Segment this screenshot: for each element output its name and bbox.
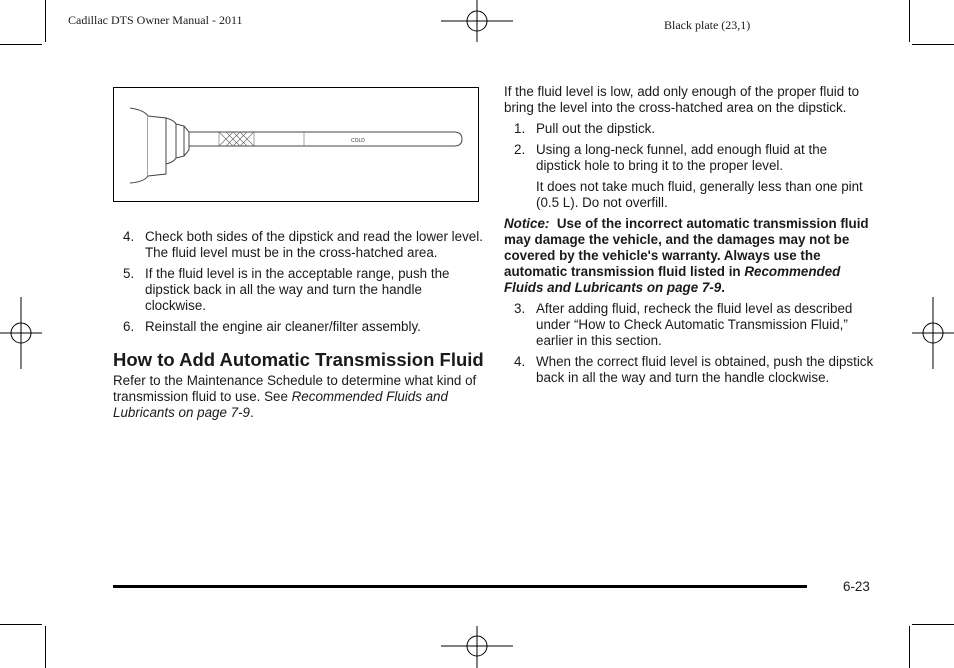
indent-note: It does not take much fluid, generally less than one pint (0.5 L). Do not overfill. (536, 179, 863, 210)
cross-reference-link: Recommended Fluids and Lubricants on page 7-9 (504, 264, 841, 295)
cross-reference-link: Recommended Fluids and Lubricants on page 7-9 (113, 389, 448, 420)
intro-paragraph: If the fluid level is low, add only enough of the proper fluid to bring the level into the cross-hatched area on the dipstick. (504, 84, 860, 115)
left-steps (113, 229, 485, 335)
right-column (504, 84, 874, 391)
registration-mark-right (910, 297, 954, 369)
registration-mark-left (0, 297, 44, 369)
dipstick-illustration (113, 87, 479, 202)
registration-mark-top (441, 0, 513, 44)
list-item: 6. Reinstall the engine air cleaner/filter assembly. (123, 319, 421, 334)
footer-rule (113, 585, 807, 588)
list-item: 2. Using a long-neck funnel, add enough fluid at the dipstick hole to bring it to the proper level. (514, 142, 828, 173)
list-item: 1. Pull out the dipstick. (514, 121, 656, 136)
intro-paragraph: Refer to the Maintenance Schedule to determine what kind of transmission fluid to use. See Recommended Fluids and Lubricants on page 7-9. (113, 373, 477, 420)
list-item: 4. When the correct fluid level is obtained, push the dipstick back in all the way and turn the handle clockwise. (514, 354, 874, 385)
right-steps-a (504, 121, 874, 174)
list-item: 4. Check both sides of the dipstick and read the lower level. The fluid level must be in the cross-hatched area. (123, 229, 483, 260)
list-item: 5. If the fluid level is in the acceptable range, push the dipstick back in all the way and turn the handle clockwise. (123, 266, 450, 313)
list-item: 3. After adding fluid, recheck the fluid level as described under “How to Check Automatic Transmission Fluid,” earlier in this section. (514, 301, 853, 348)
right-steps-b (504, 301, 874, 386)
header-title: Cadillac DTS Owner Manual - 2011 (68, 13, 243, 27)
left-column (113, 229, 485, 426)
notice-label: Notice: (504, 216, 550, 231)
registration-mark-bottom (441, 624, 513, 668)
section-heading: How to Add Automatic Transmission Fluid (113, 349, 484, 370)
notice-paragraph: Notice: Use of the incorrect automatic transmission fluid may damage the vehicle, and the damages may not be covered by the vehicle's warranty. Always use the automatic transmission fluid listed in Recommended Fluids and Lubricants on page 7-9. (504, 216, 869, 295)
dipstick-drawing (114, 88, 478, 201)
dipstick-cold-label: COLD (351, 138, 365, 144)
page-number: 6-23 (843, 579, 870, 594)
header-plate: Black plate (23,1) (664, 18, 751, 32)
